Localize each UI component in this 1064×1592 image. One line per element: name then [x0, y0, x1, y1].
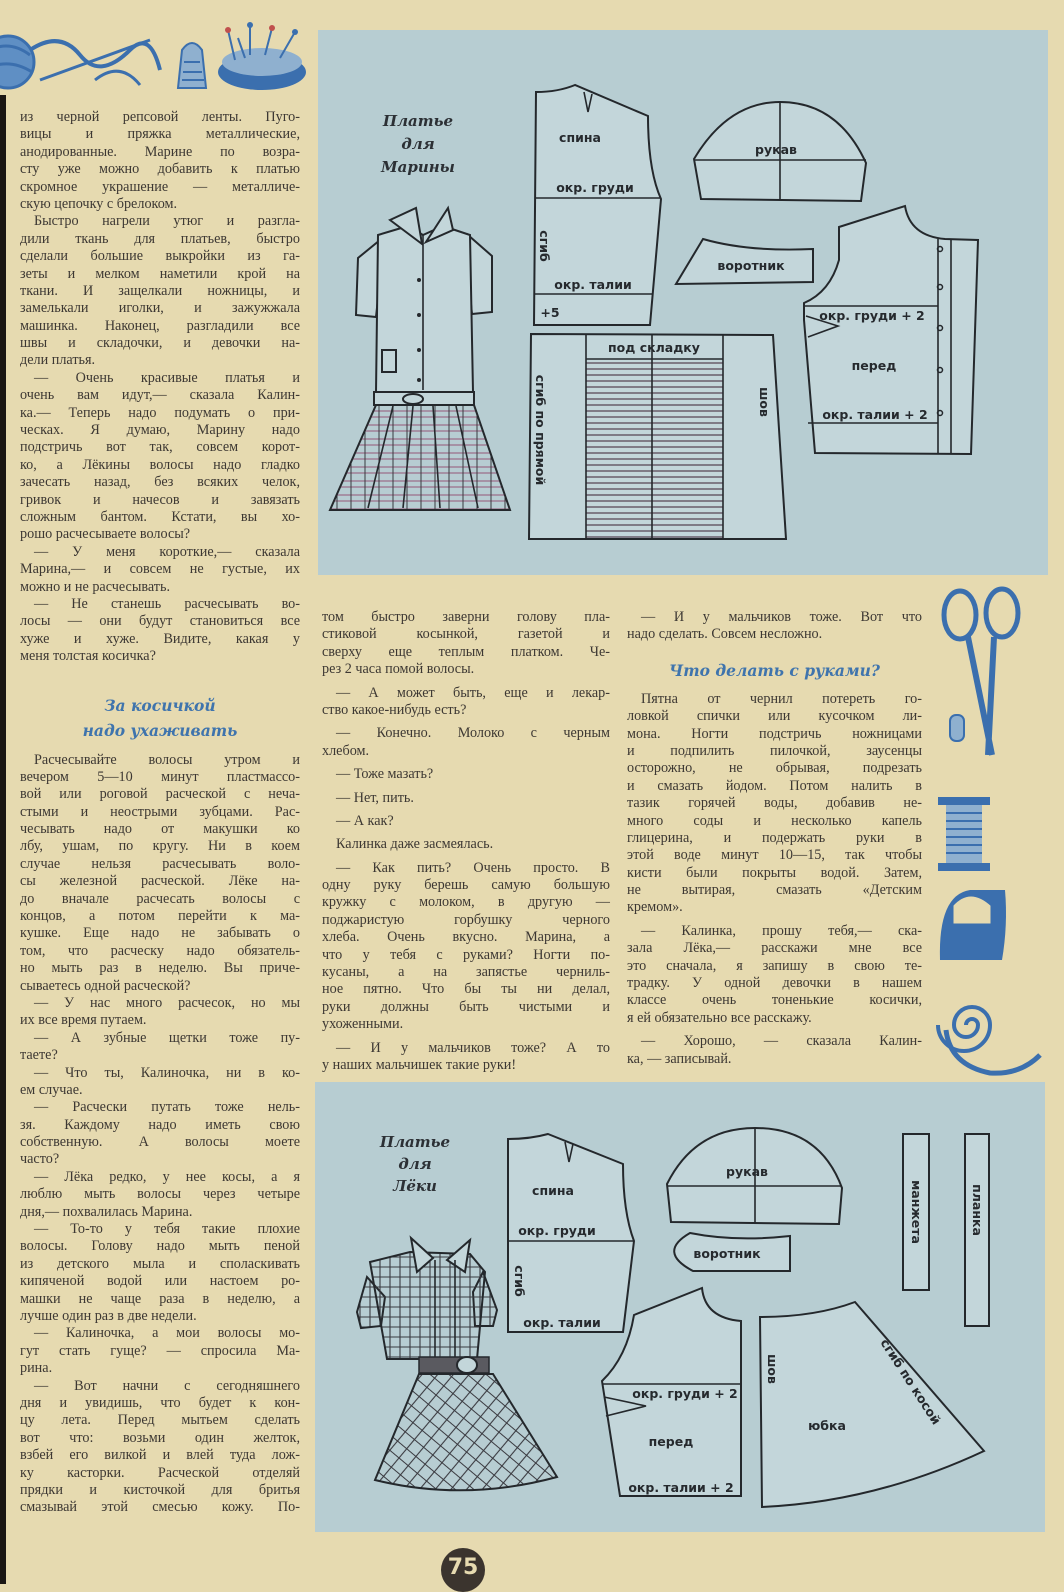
text-line: Калинка даже засмеялась.: [336, 836, 494, 853]
text-line: скромное украшение — металличе-: [20, 178, 300, 195]
text-line: стиковой косынкой, газетой и: [322, 626, 610, 643]
paragraph: [322, 836, 610, 853]
iron-icon: [940, 890, 1006, 960]
pattern-piece-collar: [676, 239, 813, 284]
text-line: — И у мальчиков тоже? А то: [336, 1039, 610, 1056]
label-allowance: +5: [540, 305, 560, 320]
paragraph: [627, 1033, 922, 1068]
label-sleeve: рукав: [726, 1164, 768, 1179]
pattern-piece-sleeve: [694, 102, 866, 201]
pattern-piece-placket: [965, 1134, 989, 1326]
text-line: поджаристую горбушку черного: [322, 911, 610, 928]
text-line: том, что расческу надо обязатель-: [20, 942, 300, 959]
label-cuff: манжета: [909, 1180, 924, 1244]
paragraph: [627, 609, 922, 644]
text-line: чесывать надо от макушки ко: [20, 821, 300, 838]
text-line: мона. Ногти подстричь ножницами: [627, 725, 922, 742]
text-line: стыми и неострыми зубцами. Рас-: [20, 803, 300, 820]
text-line: зя. Каждому надо иметь свою: [20, 1116, 300, 1133]
paragraph: [20, 1065, 300, 1100]
label-collar: воротник: [693, 1246, 761, 1261]
paragraph: [20, 1378, 300, 1517]
text-line: тазик горячей воды, добавив не-: [627, 795, 922, 812]
label-chest: окр. груди: [556, 180, 634, 195]
label-collar: воротник: [717, 258, 785, 273]
pattern-title-line: Лёки: [393, 1177, 437, 1195]
text-line: кипяченой водой или настоем ро-: [20, 1273, 300, 1290]
text-line: сверху еще теплым платком. Че-: [322, 643, 610, 660]
label-skirt: юбка: [808, 1418, 846, 1433]
text-line: хуже и хуже. Видите, какая у: [20, 630, 300, 647]
paragraph: [627, 923, 922, 1027]
left-text-column: [20, 109, 300, 1517]
text-line: кружку с молоком, в другую —: [322, 894, 610, 911]
text-line: ко, а Лёкины волосы надо гладко: [20, 456, 300, 473]
paragraph: [20, 1099, 300, 1169]
text-line: ное пятно. Что бы ты ни делал,: [322, 981, 610, 998]
text-line: — Тоже мазать?: [336, 766, 434, 783]
text-line: — Как пить? Очень просто. В: [336, 859, 610, 876]
text-line: хлеба. Очень вкусно. Марина, а: [322, 929, 610, 946]
text-line: — Калиночка, а мои волосы мо-: [34, 1325, 300, 1342]
text-line: ткани. И защелкали ножницы, и: [20, 282, 300, 299]
paragraph: [322, 766, 610, 783]
text-line: том быстро заверни голову пла-: [322, 609, 610, 625]
text-line: меня толстая косичка?: [20, 648, 156, 665]
paragraph: [322, 813, 610, 830]
pattern-title-line: для: [398, 1155, 432, 1173]
text-line: — Что ты, Калиночка, ни в ко-: [34, 1064, 300, 1081]
paragraph: [322, 725, 610, 760]
text-line: лучше один раз в две недели.: [20, 1308, 197, 1324]
text-line: Марина,— и совсем не густые, их: [20, 561, 300, 578]
text-line: дили ткань для платьев, быстро: [20, 230, 300, 247]
text-line: сложным бантом. Кстати, вы хо-: [20, 508, 300, 525]
text-line: — Расчески путать тоже нель-: [34, 1099, 300, 1116]
paragraph: [20, 596, 300, 666]
page-edge-shadow: [0, 95, 6, 1584]
thimble-icon: [178, 43, 206, 88]
label-fold: сгиб: [512, 1265, 527, 1297]
text-line: я ей обязательно все расскажу.: [627, 1009, 812, 1026]
text-line: взбей его вилкой и влей туда лож-: [20, 1447, 300, 1464]
paragraph: [20, 995, 300, 1030]
text-line: — У меня короткие,— сказала: [34, 543, 300, 560]
text-line: кусаны, а на запястье черниль-: [322, 964, 610, 981]
yarn-ball-icon: [0, 36, 34, 88]
right-text-column: [627, 609, 922, 1074]
text-line: руки должны быть чистыми и: [322, 998, 610, 1015]
paragraph: [20, 109, 300, 213]
label-front-chest: окр. груди + 2: [819, 308, 925, 323]
label-waist: окр. талии: [523, 1315, 601, 1330]
label-front-chest: окр. груди + 2: [632, 1386, 738, 1401]
text-line: цу лета. Перед мытьем сделать: [20, 1412, 300, 1429]
heading-line: надо ухаживать: [82, 720, 238, 740]
text-line: — Хорошо, — сказала Калин-: [641, 1033, 922, 1050]
text-line: вицы и пряжка металлические,: [20, 126, 300, 143]
text-line: — Калинка, прошу тебя,— ска-: [641, 922, 922, 939]
paragraph: [322, 790, 610, 807]
needle-thread-icon: [30, 40, 160, 85]
text-line: классе очень тоненькие косички,: [627, 992, 922, 1009]
text-line: зачесать назад, без всяких челок,: [20, 474, 300, 491]
paragraph: [20, 1030, 300, 1065]
label-back: спина: [532, 1183, 574, 1198]
text-line: сы железной расческой. Лёке на-: [20, 873, 300, 890]
paragraph: [322, 609, 610, 679]
pattern-panel-leka: [315, 1082, 1045, 1532]
pincushion-icon: [218, 22, 306, 90]
paragraph: [20, 1169, 300, 1221]
text-line: кушке. Еще надо не забывать о: [20, 925, 300, 942]
label-front-waist: окр. талии + 2: [628, 1480, 734, 1495]
pattern-piece-front: [804, 206, 978, 454]
thread-spool-icon: [938, 797, 990, 871]
paragraph: [20, 752, 300, 995]
text-line: — А может быть, еще и лекар-: [336, 684, 610, 701]
text-line: сываетесь одной расческой?: [20, 977, 191, 994]
paragraph: [20, 370, 300, 544]
middle-text-column: [322, 609, 610, 1080]
text-line: — Очень красивые платья и: [34, 369, 300, 386]
label-seam: шов: [757, 387, 772, 417]
text-line: рошо расчесываете волосы?: [20, 526, 191, 543]
text-line: — Конечно. Молоко с черным: [336, 725, 610, 742]
text-line: часто?: [20, 1151, 60, 1168]
text-line: — То-то у тебя такие плохие: [34, 1221, 300, 1238]
text-line: замелькали иголки, и зажужжала: [20, 300, 300, 317]
text-line: подстричь вот так, совсем корот-: [20, 439, 300, 456]
text-line: много соды и несколько капель: [627, 812, 922, 829]
pattern-piece-skirt: [760, 1302, 984, 1507]
label-back: спина: [559, 130, 601, 145]
label-waist: окр. талии: [554, 277, 632, 292]
text-line: Пятна от чернил потереть го-: [641, 690, 922, 707]
label-skirt-fold: сгиб по прямой: [533, 374, 548, 486]
text-line: глицерина, и подержать руки в: [627, 829, 922, 846]
paragraph: [322, 860, 610, 1034]
pattern-title-line: для: [401, 135, 435, 153]
paragraph: [20, 1221, 300, 1325]
text-line: лосы — они будут становиться все: [20, 613, 300, 630]
pattern-piece-cuff: [903, 1134, 929, 1290]
text-line: ка, — записывай.: [627, 1050, 732, 1067]
pattern-title-line: Платье: [382, 112, 454, 130]
text-line: не вытирая, смазать «Детским: [627, 882, 922, 899]
text-line: дня,— похвалилась Марина.: [20, 1203, 193, 1220]
text-line: Быстро нагрели утюг и разгла-: [34, 213, 300, 230]
text-line: сту уже можно добавить к платью: [20, 161, 300, 178]
text-line: это сначала, я запишу в свою те-: [627, 957, 922, 974]
text-line: традку. У одной девочки в нашем: [627, 975, 922, 992]
pattern-piece-back: [508, 1134, 634, 1332]
pattern-piece-skirt: [529, 334, 786, 539]
text-line: и смазать йодом. Потом налить в: [627, 777, 922, 794]
text-line: смазывай этой смесью кожу. По-: [20, 1499, 300, 1516]
text-line: — А зубные щетки тоже пу-: [34, 1029, 300, 1046]
text-line: вечером 5—10 минут пластмассо-: [20, 768, 300, 785]
text-line: лбу, ушам, по кругу. Ни в коем: [20, 838, 300, 855]
paragraph: [20, 544, 300, 596]
pattern-title-line: Марины: [381, 158, 455, 176]
text-line: скую цепочку с брелоком.: [20, 195, 178, 212]
pattern-piece-back: [534, 85, 661, 325]
text-line: до вначале расчесать волосы с: [20, 890, 300, 907]
text-line: можно и не расчесывать.: [20, 578, 171, 595]
text-line: машки не чаще раза в неделю, а: [20, 1290, 300, 1307]
text-line: гривок и начесов и завязать: [20, 491, 300, 508]
text-line: — И у мальчиков тоже. Вот что: [641, 609, 922, 625]
top-decoration: [0, 0, 320, 100]
pattern-piece-collar: [674, 1233, 790, 1271]
text-line: очень вам идут,— сказала Калин-: [20, 387, 300, 404]
text-line: из черной репсовой ленты. Пуго-: [20, 109, 300, 125]
text-line: — Вот начни с сегодняшнего: [34, 1377, 300, 1394]
text-line: дели платья.: [20, 352, 96, 369]
text-line: ство какое-нибудь есть?: [322, 701, 467, 718]
paragraph: [20, 1325, 300, 1377]
text-line: собственную. А волосы моете: [20, 1134, 300, 1151]
label-placket: планка: [970, 1184, 985, 1236]
text-line: рез 2 часа помой волосы.: [322, 661, 475, 678]
text-line: анодированные. Марине по возра-: [20, 143, 300, 160]
text-line: — У нас много расчесок, но мы: [34, 994, 300, 1011]
snail-ribbon-icon: [938, 1007, 1040, 1073]
heading-line: Что делать с руками?: [669, 660, 880, 680]
text-line: ухоженными.: [322, 1016, 404, 1033]
right-decoration: [930, 585, 1064, 1085]
text-line: сделали большие выкройки из га-: [20, 248, 300, 265]
text-line: хлебом.: [322, 742, 370, 759]
text-line: надо сделать. Совсем несложно.: [627, 626, 823, 643]
text-line: ческах. Я думаю, Марину надо: [20, 422, 300, 439]
text-line: их все время путаем.: [20, 1012, 147, 1029]
page-number: 75: [441, 1548, 485, 1592]
text-line: машинка. Наконец, разгладили все: [20, 317, 300, 334]
text-line: рина.: [20, 1360, 53, 1377]
text-line: — А как?: [336, 812, 394, 829]
heading-line: За косичкой: [104, 695, 216, 715]
text-line: вот что: возьми один желток,: [20, 1429, 300, 1446]
text-line: вой или роговой расческой с неча-: [20, 786, 300, 803]
text-line: зала Лёка,— расскажи мне все: [627, 940, 922, 957]
text-line: прядки и кисточкой для бритья: [20, 1481, 300, 1498]
text-line: ку касторки. Расческой отделяй: [20, 1464, 300, 1481]
label-chest: окр. груди: [518, 1223, 596, 1238]
text-line: что у тебя с руками? Ногти по-: [322, 946, 610, 963]
paragraph: [322, 685, 610, 720]
pattern-piece-sleeve: [667, 1128, 842, 1224]
label-front: перед: [648, 1434, 694, 1449]
text-line: концов, а потом перейти к ма-: [20, 908, 300, 925]
label-front-waist: окр. талии + 2: [822, 407, 928, 422]
label-sleeve: рукав: [755, 142, 797, 157]
text-line: таете?: [20, 1047, 58, 1064]
paragraph: [20, 213, 300, 370]
label-fold: сгиб: [537, 230, 552, 262]
section-heading: [627, 658, 922, 683]
paragraph: [627, 691, 922, 917]
text-line: ка.— Теперь надо подумать о при-: [20, 404, 300, 421]
label-seam: шов: [765, 1354, 780, 1384]
text-line: осторожно, не обрывая, подрезать: [627, 760, 922, 777]
dress-illustration-marina: [330, 208, 510, 510]
paragraph: [322, 1040, 610, 1075]
text-line: одну руку берешь самую большую: [322, 877, 610, 894]
label-front: перед: [851, 358, 897, 373]
text-line: кисти были покрыты водой. Затем,: [627, 864, 922, 881]
label-pleat: под складку: [608, 340, 700, 355]
section-heading: [20, 693, 300, 743]
text-line: дня и увидишь, что будет к кон-: [20, 1394, 300, 1411]
text-line: — Нет, пить.: [336, 789, 414, 806]
text-line: швы и складочки, и девочки на-: [20, 335, 300, 352]
text-line: ловкой спички или кусочком ли-: [627, 708, 922, 725]
text-line: зеты и мелком наметили крой на: [20, 265, 300, 282]
text-line: люблю мыть волосы через четыре: [20, 1186, 300, 1203]
text-line: случае нельзя расчесывать воло-: [20, 855, 300, 872]
text-line: и подпилить пилочкой, заусенцы: [627, 742, 922, 759]
text-line: из детского мыла и споласкивать: [20, 1255, 300, 1272]
text-line: этой воде минут 10—15, так чтобы: [627, 847, 922, 864]
text-line: волосы. Голову надо мыть пеной: [20, 1238, 300, 1255]
pattern-title-line: Платье: [379, 1133, 451, 1151]
text-line: Расчесывайте волосы утром и: [34, 751, 300, 768]
text-line: — Лёка редко, у нее косы, а я: [34, 1168, 300, 1185]
text-line: ем случае.: [20, 1081, 83, 1098]
text-line: но мыть раз в неделю. Вы приче-: [20, 960, 300, 977]
text-line: кремом».: [627, 899, 683, 916]
thimble-icon: [950, 715, 964, 741]
pattern-panel-marina: [318, 30, 1048, 575]
text-line: гут стать гуще? — спросила Ма-: [20, 1342, 300, 1359]
label-skirt-fold: сгиб по косой: [877, 1335, 945, 1428]
text-line: у наших мальчишек такие руки!: [322, 1056, 517, 1073]
text-line: — Не станешь расчесывать во-: [34, 595, 300, 612]
